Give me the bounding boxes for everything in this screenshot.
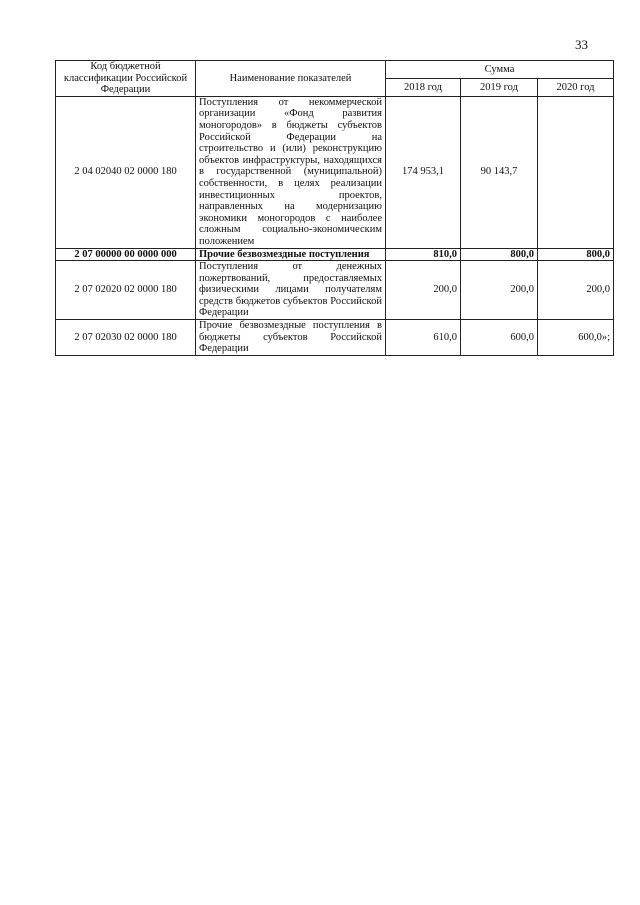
header-sum: Сумма [386,61,614,79]
row-name: Прочие безвозмездные поступления в бюджеты субъектов Российской Федерации [196,320,386,356]
row-value-2020: 800,0 [538,248,614,261]
header-year-2018: 2018 год [386,78,461,96]
row-value-2019: 800,0 [461,248,538,261]
page-number: 33 [575,37,588,52]
row-value-2018: 610,0 [386,320,461,356]
table-row [56,248,614,261]
budget-table [55,60,614,356]
row-value-2020: 200,0 [538,261,614,320]
row-value-2018: 810,0 [386,248,461,261]
row-name: Прочие безвозмездные поступления [196,248,386,261]
table-header-row [56,61,614,79]
row-value-2019: 200,0 [461,261,538,320]
header-code: Код бюджетной классификации Российской Федерации [56,61,196,97]
row-value-2020: 600,0»; [538,320,614,356]
row-code: 2 07 02020 02 0000 180 [56,261,196,320]
row-code: 2 07 00000 00 0000 000 [56,248,196,261]
row-name: Поступления от некоммерческой организации «Фонд развития моногородов» в бюджеты субъектов Российской Федерации на строительство и (или) реконструкцию объектов инфраструктуры, находящихся в государственной (муниципальной) собственности, в целях реализации инвестиционных проектов, направленных на модернизацию экономики моногородов с наиболее сложным социально-экономическим положением [196,96,386,248]
header-year-2020: 2020 год [538,78,614,96]
row-name: Поступления от денежных пожертвований, предоставляемых физическими лицами получателям средств бюджетов субъектов Российской Федерации [196,261,386,320]
row-value-2018: 200,0 [386,261,461,320]
row-value-2019: 90 143,7 [461,96,538,248]
row-value-2020 [538,96,614,248]
row-code: 2 07 02030 02 0000 180 [56,320,196,356]
row-value-2018: 174 953,1 [386,96,461,248]
table-row [56,261,614,320]
table-row [56,96,614,248]
row-value-2019: 600,0 [461,320,538,356]
header-year-2019: 2019 год [461,78,538,96]
table-row [56,320,614,356]
header-name: Наименование показателей [196,61,386,97]
row-code: 2 04 02040 02 0000 180 [56,96,196,248]
